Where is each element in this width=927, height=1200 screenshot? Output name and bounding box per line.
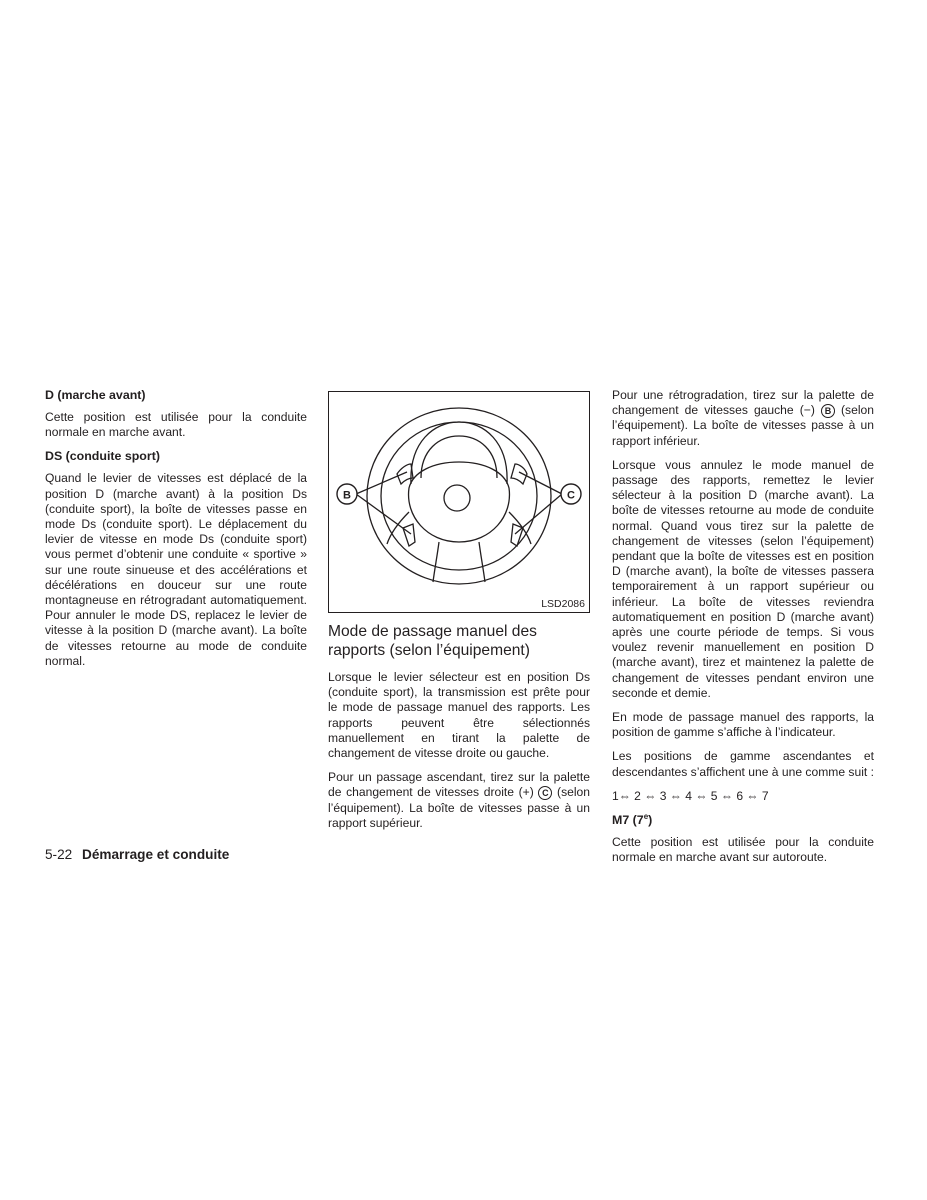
page-number: 5-22 — [45, 847, 73, 862]
callout-c-label: C — [567, 489, 575, 502]
paragraph-ds-sport: Quand le levier de vitesses est déplacé de la position D (marche avant) à la position Ds (conduite sport), la boîte de vitesses passe en mode Ds (conduite sport). Le déplacement du levier de vitesse en mode Ds (conduite sport) vous permet d’obtenir une conduite « sportive » sur une route sinueuse et des accélérations et décélérations en douceur sur une route montagneuse en rétrogradant automatiquement. Pour annuler le mode DS, replacez le levier de vitesse à la position D (marche avant). La boîte de vitesses retourne au mode de conduite normal. — [45, 471, 307, 668]
heading-m7-text: M7 (7 — [612, 813, 644, 828]
paragraph-range-sequence-intro: Les positions de gamme ascendantes et descendantes s’affichent une à une comme suit : — [612, 749, 874, 779]
heading-ds-sport: DS (conduite sport) — [45, 449, 160, 464]
chapter-title: Démarrage et conduite — [82, 847, 230, 862]
column-middle — [328, 388, 590, 840]
steering-wheel-illustration — [329, 392, 589, 612]
paragraph-m7: Cette position est utilisée pour la conduite normale en marche avant sur autoroute. — [612, 835, 874, 865]
heading-m7-sup: e — [643, 811, 649, 821]
paragraph-upshift — [328, 770, 590, 831]
upshift-text-a: Pour un passage ascendant, tirez sur la palette de changement de vitesses droite (+) — [328, 770, 590, 800]
page-footer — [45, 847, 229, 862]
callout-b-label: B — [343, 489, 351, 502]
figure-code: LSD2086 — [541, 598, 585, 610]
heading-d-drive: D (marche avant) — [45, 388, 146, 402]
column-left — [45, 388, 307, 678]
section-title-manual-mode: Mode de passage manuel des rapports (selon l’équipement) — [328, 623, 537, 659]
heading-m7-end: ) — [648, 813, 653, 828]
heading-m7 — [612, 813, 874, 828]
paragraph-cancel-manual-mode: Lorsque vous annulez le mode manuel de passage des rapports, remettez le levier sélecteur à la position D (marche avant). La boîte de vitesses retourne au mode de conduite normal. Quand vous tirez sur la palette de changement de vitesses (selon l’équipement) pendant que la boîte de vitesses est en position D (marche avant), la boîte de vitesses passera temporairement à un rapport supérieur ou inférieur. La boîte de vitesses reviendra automatiquement en position D (marche avant) après une courte période de temps. Si vous voulez revenir manuellement en position D (marche avant), tirez et maintenez la palette de changement de vitesses pendant environ une seconde et demie. — [612, 457, 874, 700]
column-right — [612, 388, 874, 874]
gear-sequence: 1⇔ 2 ⇔ 3 ⇔ 4 ⇔ 5 ⇔ 6 ⇔ 7 — [612, 788, 769, 803]
callout-b-symbol: B — [821, 404, 835, 418]
steering-wheel-figure — [328, 391, 590, 613]
upshift-text-b: (selon l’équipement). La boîte de vitesses passe à un rapport supérieur. — [328, 785, 590, 830]
paragraph-range-indicator: En mode de passage manuel des rapports, la position de gamme s’affiche à l’indicateur. — [612, 710, 874, 740]
paragraph-manual-mode-intro: Lorsque le levier sélecteur est en position Ds (conduite sport), la transmission est prête pour le mode de passage manuel des rapports. Les rapports peuvent être sélectionnés manuellement en tirant la palette de changement de vitesse droite ou gauche. — [328, 670, 590, 761]
callout-c-symbol: C — [538, 786, 552, 800]
downshift-text-a: Pour une rétrogradation, tirez sur la palette de changement de vitesses gauche (−) — [612, 388, 874, 418]
downshift-text-b: (selon l’équipement). La boîte de vitesses passe à un rapport inférieur. — [612, 403, 874, 448]
paragraph-downshift — [612, 388, 874, 449]
paragraph-d-drive: Cette position est utilisée pour la conduite normale en marche avant. — [45, 410, 307, 440]
